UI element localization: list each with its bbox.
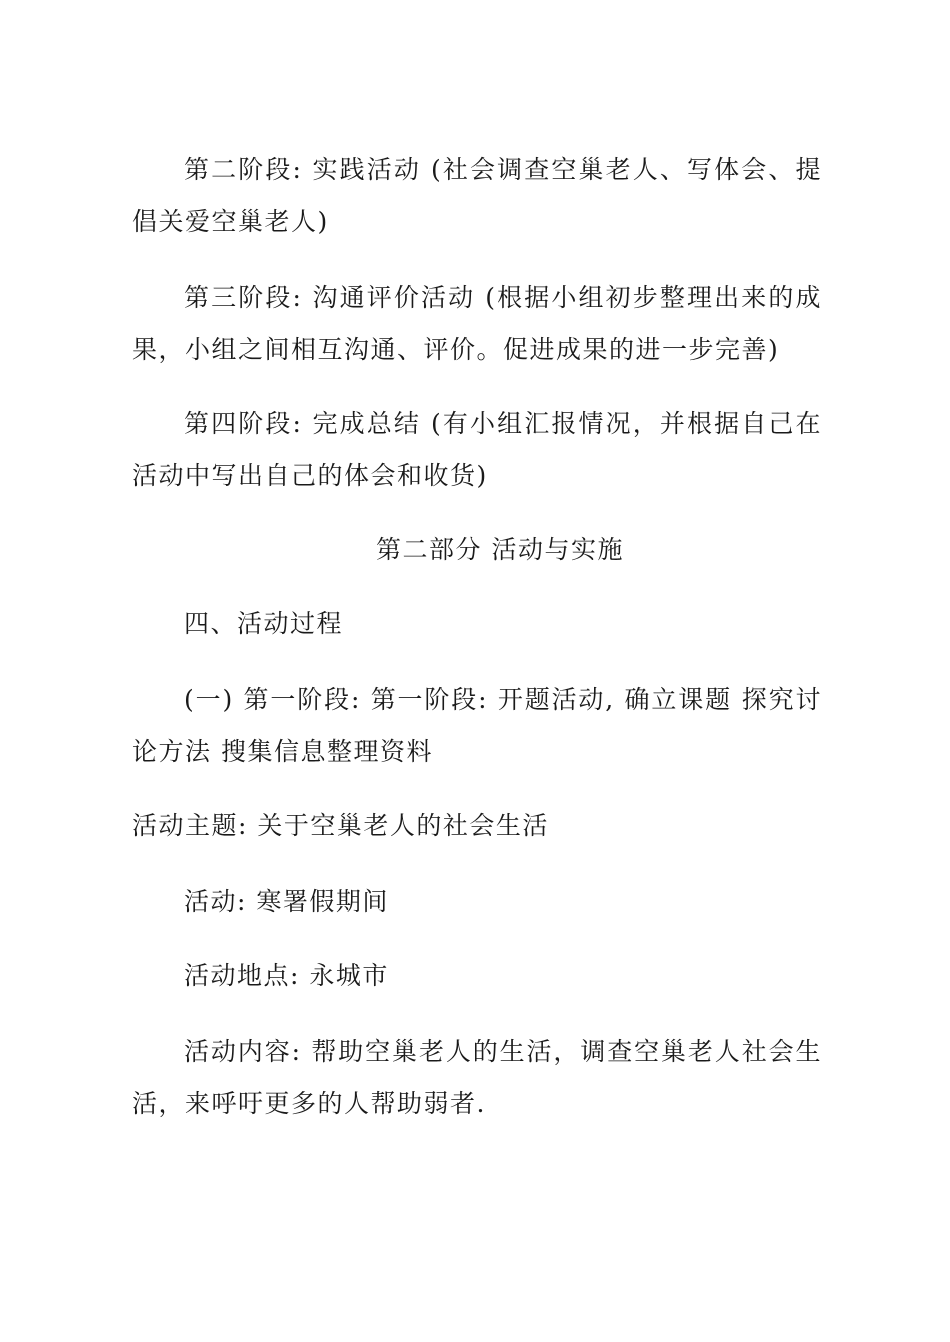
subsection-heading: 四、活动过程 xyxy=(184,609,344,638)
paragraph-stage-two: 第二阶段: 实践活动 (社会调查空巢老人、写体会、提倡关爱空巢老人) xyxy=(132,155,822,236)
paragraph-stage-four: 第四阶段: 完成总结 (有小组汇报情况，并根据自己在活动中写出自己的体会和收货) xyxy=(132,409,822,490)
activity-theme: 活动主题: 关于空巢老人的社会生活 xyxy=(132,811,549,840)
activity-content: 活动内容: 帮助空巢老人的生活，调查空巢老人社会生活，来呼吁更多的人帮助弱者. xyxy=(132,1037,822,1118)
activity-time: 活动: 寒署假期间 xyxy=(184,887,389,916)
activity-location: 活动地点: 永城市 xyxy=(184,961,389,990)
paragraph-stage-three: 第三阶段: 沟通评价活动 (根据小组初步整理出来的成果，小组之间相互沟通、评价。促进成果的进一步完善) xyxy=(132,283,822,364)
section-heading: 第二部分 活动与实施 xyxy=(376,535,624,564)
paragraph-phase-one: (一) 第一阶段: 第一阶段: 开题活动, 确立课题 探究讨论方法 搜集信息整理资料 xyxy=(132,685,822,766)
